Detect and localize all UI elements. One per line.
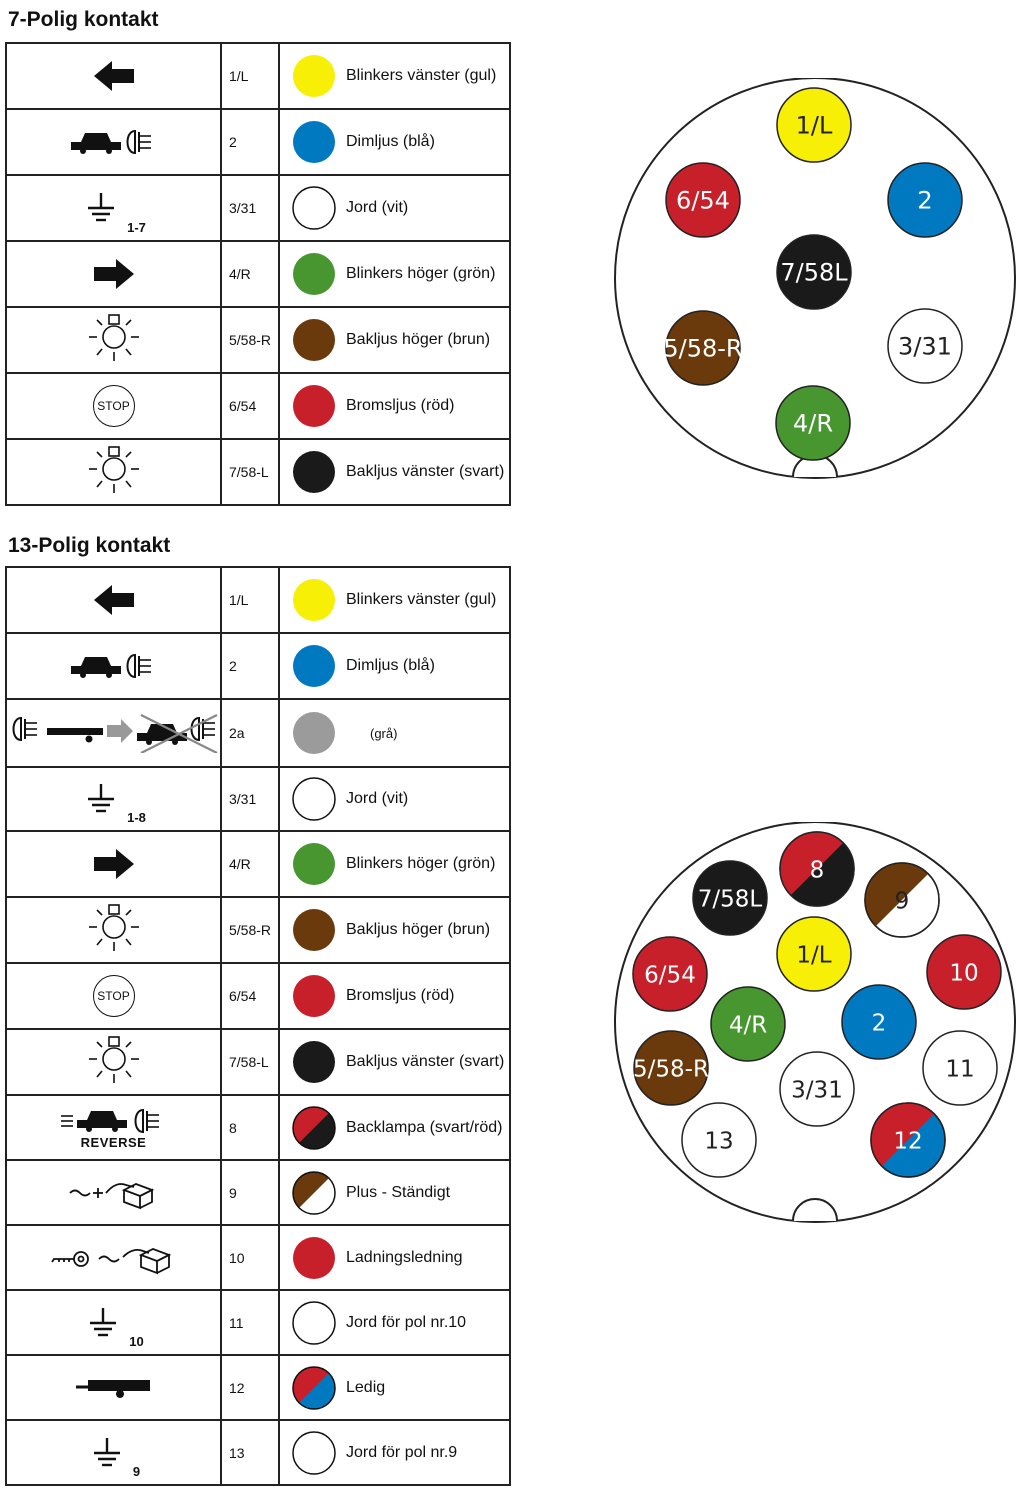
- socket-pin: [923, 1031, 997, 1105]
- socket-13-pin-diagram: [608, 822, 1024, 1232]
- wire-color-dot: [292, 644, 336, 688]
- wire-color-dot: [292, 1171, 336, 1215]
- table-row: [6, 307, 510, 373]
- table-13-pin: [6, 567, 510, 1485]
- socket-pin: [633, 937, 707, 1011]
- wire-description: Jord för pol nr.9: [346, 1443, 458, 1461]
- arrow-right-icon: [6, 241, 221, 307]
- socket-pin-label: 3/31: [791, 1077, 843, 1104]
- socket-pin-label: 7/58L: [697, 886, 763, 913]
- table-row: [6, 109, 510, 175]
- reverse-label: REVERSE: [80, 1135, 147, 1150]
- socket-pin-label: 5/58-R: [663, 334, 743, 363]
- ground-icon-label: 1-7: [127, 220, 146, 235]
- socket-pin-label: 11: [945, 1056, 975, 1083]
- socket-pin-label: 9: [894, 888, 910, 915]
- ground-icon-label: 10: [129, 1334, 144, 1349]
- socket-pin-label: 1/L: [796, 942, 832, 969]
- table-row: [6, 1420, 510, 1485]
- table-row: [6, 439, 510, 505]
- wire-color-dot: [292, 578, 336, 622]
- wire-description: Dimljus (blå): [346, 133, 435, 150]
- wire-description: Jord (vit): [346, 199, 409, 216]
- table-row: [6, 175, 510, 241]
- tail-light-icon: [6, 1029, 221, 1095]
- socket-pin: [780, 832, 854, 906]
- socket-pin-label: 2: [871, 1010, 887, 1037]
- table-row: [6, 963, 510, 1029]
- table-row: [6, 567, 510, 633]
- socket-pin: [776, 386, 850, 460]
- pin-label: 2: [229, 134, 237, 150]
- socket-pin-label: 2: [917, 186, 933, 215]
- wire-description: Bakljus vänster (svart): [346, 463, 505, 480]
- table-row: [6, 1029, 510, 1095]
- wire-color-dot: [292, 711, 336, 755]
- table-row: [6, 767, 510, 831]
- socket-pin: [888, 309, 962, 383]
- wire-color-dot: [292, 908, 336, 952]
- wire-description: Plus - Ständigt: [346, 1183, 451, 1201]
- table-row: [6, 699, 510, 767]
- pin-label: 1/L: [229, 592, 249, 608]
- wire-color-dot: [292, 120, 336, 164]
- socket-pin-label: 4/R: [792, 409, 834, 438]
- wire-color-dot: [292, 186, 336, 230]
- pin-label: 7/58-L: [229, 1054, 269, 1070]
- wire-description: Bakljus höger (brun): [346, 921, 491, 938]
- wire-description: Backlampa (svart/röd): [346, 1118, 503, 1136]
- wire-description: Blinkers höger (grön): [346, 265, 496, 282]
- ground-icon: [6, 1290, 221, 1355]
- reverse-light-icon: [6, 1095, 221, 1160]
- table-row: [6, 43, 510, 109]
- wire-description: Blinkers höger (grön): [346, 855, 496, 872]
- pin-label: 10: [229, 1249, 245, 1266]
- ground-icon-label: 1-8: [127, 810, 146, 825]
- socket-pin: [682, 1103, 756, 1177]
- socket-pin: [927, 935, 1001, 1009]
- stop-icon: STOP: [6, 373, 221, 439]
- pin-label: 2: [229, 658, 237, 674]
- key-battery-icon: [6, 1225, 221, 1290]
- wire-color-dot: [292, 318, 336, 362]
- trailer-icon: [6, 1355, 221, 1420]
- tail-light-icon: [6, 897, 221, 963]
- wire-color-dot: [292, 1301, 336, 1345]
- socket-pin-label: 13: [704, 1128, 734, 1155]
- wire-description: Bakljus vänster (svart): [346, 1053, 505, 1070]
- wire-color-dot: [292, 54, 336, 98]
- wire-description: Bakljus höger (brun): [346, 331, 491, 348]
- table-row: [6, 897, 510, 963]
- socket-pin-label: 1/L: [795, 111, 833, 140]
- pin-label: 1/L: [229, 68, 249, 84]
- ground-icon-label: 9: [132, 1464, 141, 1479]
- socket-pin: [693, 861, 767, 935]
- wire-color-dot: [292, 1236, 336, 1280]
- socket-pin: [842, 985, 916, 1059]
- wire-color-dot: [292, 252, 336, 296]
- socket-pin-label: 4/R: [728, 1012, 768, 1039]
- wire-color-dot: [292, 1431, 336, 1475]
- socket-pin: [865, 863, 939, 937]
- pin-label: 6/54: [229, 398, 257, 414]
- table-row: [6, 1290, 510, 1355]
- table-row: [6, 633, 510, 699]
- table-row: [6, 1355, 510, 1420]
- socket-pin-label: 8: [809, 857, 825, 884]
- wire-color-dot: [292, 777, 336, 821]
- socket-pin-label: 6/54: [676, 186, 730, 215]
- wire-description: Bromsljus (röd): [346, 987, 455, 1004]
- pin-label: 6/54: [229, 988, 257, 1004]
- arrow-left-icon: [6, 567, 221, 633]
- table-row: [6, 1095, 510, 1160]
- table-row: [6, 241, 510, 307]
- battery-plus-icon: [6, 1160, 221, 1225]
- socket-pin: [777, 88, 851, 162]
- wire-color-dot: [292, 974, 336, 1018]
- socket-pin: [777, 917, 851, 991]
- wire-description: Bromsljus (röd): [346, 397, 455, 414]
- wire-description: Blinkers vänster (gul): [346, 67, 497, 84]
- table-row: [6, 373, 510, 439]
- pin-label: 8: [229, 1119, 237, 1136]
- table-row: [6, 1160, 510, 1225]
- ground-icon: [6, 767, 221, 831]
- arrow-left-icon: [6, 43, 221, 109]
- title-13-pin: 13-Polig kontakt: [8, 534, 171, 557]
- fog-light-icon: [6, 109, 221, 175]
- wire-color-dot: [292, 1366, 336, 1410]
- tail-light-icon: [6, 439, 221, 505]
- arrow-right-icon: [6, 831, 221, 897]
- socket-pin: [666, 163, 740, 237]
- ground-icon: [6, 175, 221, 241]
- table-row: [6, 831, 510, 897]
- table-7-pin: [6, 43, 510, 505]
- pin-label: 2a: [229, 725, 245, 741]
- pin-label: 5/58-R: [229, 922, 272, 938]
- socket-pin-label: 12: [893, 1128, 923, 1155]
- wire-description: (grå): [370, 725, 398, 741]
- socket-pin: [711, 987, 785, 1061]
- pin-label: 3/31: [229, 791, 257, 807]
- socket-pin: [888, 163, 962, 237]
- socket-pin-label: 5/58-R: [633, 1056, 709, 1083]
- pin-label: 9: [229, 1184, 237, 1201]
- pin-label: 12: [229, 1379, 245, 1396]
- stop-icon: STOP: [6, 963, 221, 1029]
- wire-color-dot: [292, 1106, 336, 1150]
- pin-label: 4/R: [229, 856, 251, 872]
- socket-pin-label: 10: [949, 960, 979, 987]
- socket-pin-label: 3/31: [898, 332, 952, 361]
- socket-7-pin-diagram: [608, 78, 1024, 508]
- socket-pin: [871, 1103, 945, 1177]
- pin-label: 3/31: [229, 200, 257, 216]
- wire-description: Ledig: [346, 1378, 386, 1396]
- socket-pin: [633, 1031, 709, 1105]
- tail-light-icon: [6, 307, 221, 373]
- pin-label: 11: [229, 1314, 244, 1331]
- wire-color-dot: [292, 384, 336, 428]
- fog-light-icon: [6, 633, 221, 699]
- wire-description: Ladningsledning: [346, 1248, 463, 1266]
- wire-description: Jord (vit): [346, 790, 409, 807]
- socket-pin: [780, 1052, 854, 1126]
- pin-label: 4/R: [229, 266, 251, 282]
- fog-light-disable-icon: [6, 699, 221, 767]
- socket-pin: [777, 235, 851, 309]
- wire-description: Dimljus (blå): [346, 657, 435, 674]
- pin-label: 13: [229, 1444, 245, 1461]
- ground-icon: [6, 1420, 221, 1485]
- pin-label: 7/58-L: [229, 464, 269, 480]
- wire-description: Jord för pol nr.10: [346, 1313, 467, 1331]
- socket-pin-label: 7/58L: [780, 258, 848, 287]
- wire-color-dot: [292, 842, 336, 886]
- wire-description: Blinkers vänster (gul): [346, 591, 497, 608]
- title-7-pin: 7-Polig kontakt: [8, 8, 159, 31]
- wire-color-dot: [292, 450, 336, 494]
- socket-pin-label: 6/54: [644, 962, 696, 989]
- wire-color-dot: [292, 1040, 336, 1084]
- pin-label: 5/58-R: [229, 332, 272, 348]
- table-row: [6, 1225, 510, 1290]
